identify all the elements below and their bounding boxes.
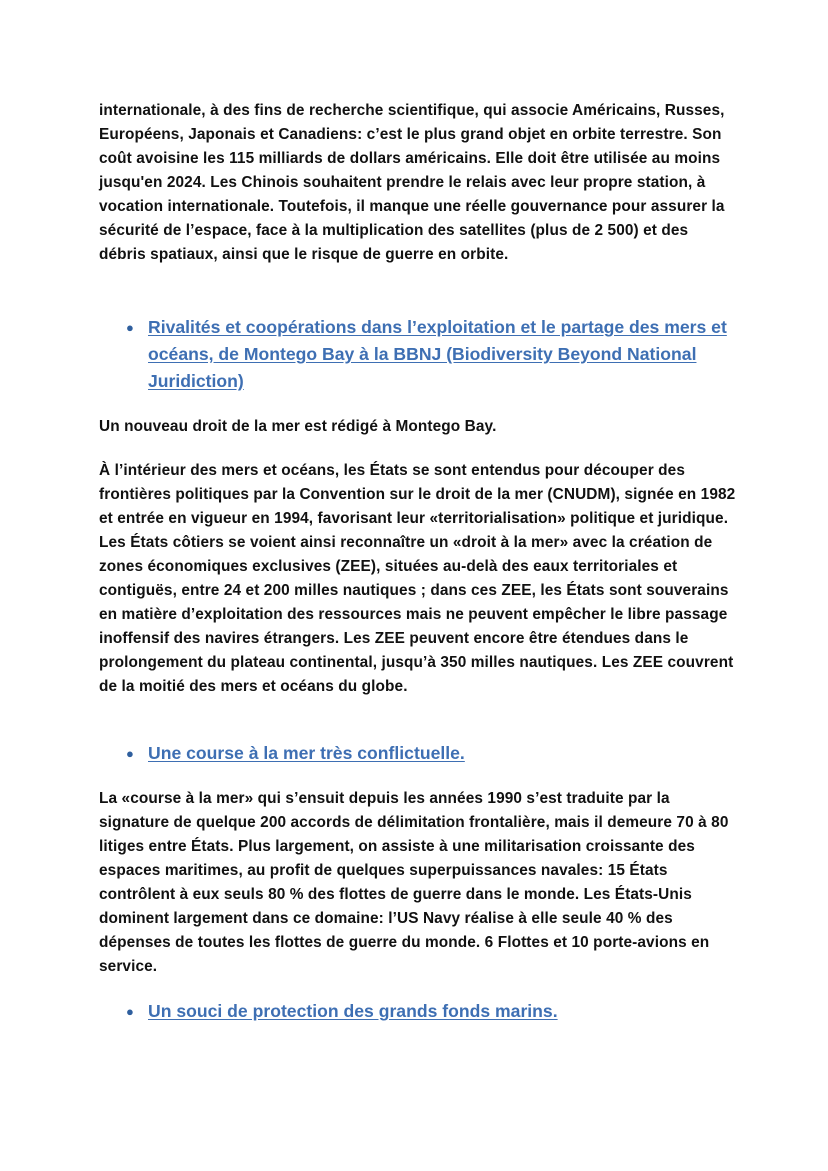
heading-link-rivalites[interactable]: Rivalités et coopérations dans l’exploitation et le partage des mers et océans, de Montego Bay à la BBNJ (Biodiversity Beyond National Juridiction) (148, 317, 727, 391)
paragraph-iss-space: internationale, à des fins de recherche scientifique, qui associe Américains, Russes, Européens, Japonais et Canadiens: c’est le plus grand objet en orbite terrestre. Son coût avoisine les 115 milliards de dollars américains. Elle doit être utilisée au moins jusqu'en 2024. Les Chinois souhaitent prendre le relais avec leur propre station, à vocation internationale. Toutefois, il manque une réelle gouvernance pour assurer la sécurité de l’espace, face à la multiplication des satellites (plus de 2 500) et des débris spatiaux, ainsi que le risque de guerre en orbite. (99, 102, 725, 263)
paragraph-course-mer: La «course à la mer» qui s’ensuit depuis les années 1990 s’est traduite par la signature de quelque 200 accords de délimitation frontalière, mais il demeure 70 à 80 litiges entre États. Plus largement, on assiste à une militarisation croissante des espaces maritimes, au profit de quelques superpuissances navales: 15 États contrôlent à eux seuls 80 % des flottes de guerre dans le monde. Les États-Unis dominent largement dans ce domaine: l’US Navy réalise à elle seule 40 % des dépenses de toutes les flottes de guerre du monde. 6 Flottes et 10 porte-avions en service. (99, 790, 729, 975)
section-heading-course-mer (126, 740, 746, 767)
bullet-icon: ● (126, 1004, 134, 1019)
heading-link-fonds-marins[interactable]: Un souci de protection des grands fonds marins. (148, 1001, 558, 1021)
bullet-icon: ● (126, 746, 134, 761)
section-heading-fonds-marins (126, 998, 746, 1025)
bullet-icon: ● (126, 320, 134, 335)
paragraph-cnudm: À l’intérieur des mers et océans, les États se sont entendus pour découper des frontières politiques par la Convention sur le droit de la mer (CNUDM), signée en 1982 et entrée en vigueur en 1994, favorisant leur «territorialisation» politique et juridique. Les États côtiers se voient ainsi reconnaître un «droit à la mer» avec la création de zones économiques exclusives (ZEE), situées au-delà des eaux territoriales et contiguës, entre 24 et 200 milles nautiques ; dans ces ZEE, les États sont souverains en matière d’exploitation des ressources mais ne peuvent empêcher le libre passage inoffensif des navires étrangers. Les ZEE peuvent encore être étendues dans le prolongement du plateau continental, jusqu’à 350 milles nautiques. Les ZEE couvrent de la moitié des mers et océans du globe. (99, 462, 736, 695)
paragraph-montego-bay: Un nouveau droit de la mer est rédigé à Montego Bay. (99, 418, 497, 435)
heading-link-course-mer[interactable]: Une course à la mer très conflictuelle. (148, 743, 465, 763)
section-heading-rivalites (126, 314, 746, 395)
